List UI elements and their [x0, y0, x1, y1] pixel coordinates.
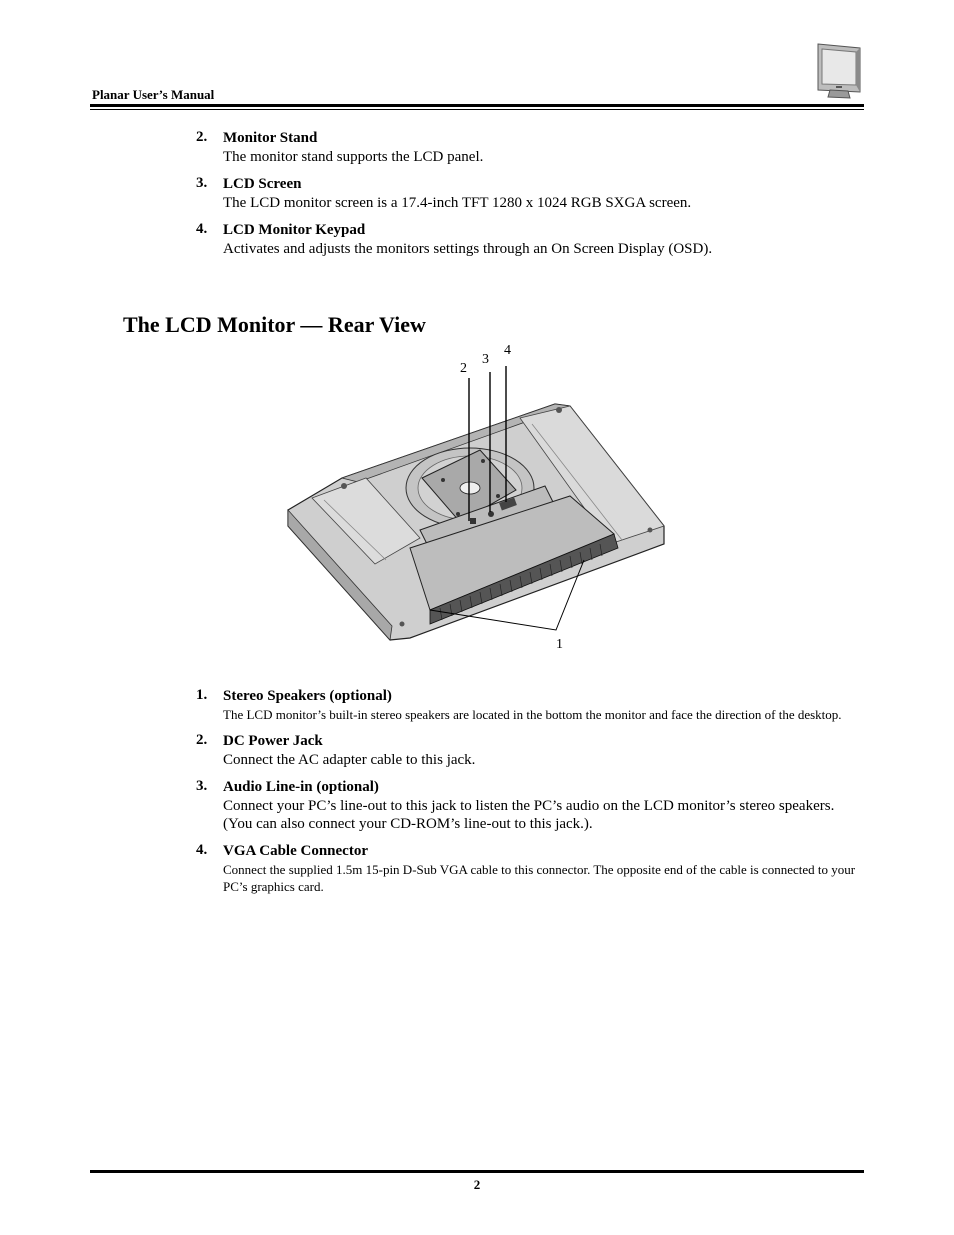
list-item — [196, 221, 856, 258]
header-rule-thin — [90, 109, 864, 110]
item-title: Monitor Stand — [223, 130, 318, 146]
item-number: 3. — [196, 175, 208, 191]
rear-view-list — [196, 687, 856, 895]
item-description: The LCD monitor screen is a 17.4-inch TFT 1280 x 1024 RGB SXGA screen. — [223, 195, 692, 211]
item-description: Connect the AC adapter cable to this jack. — [223, 752, 476, 768]
callout-label-2: 2 — [460, 361, 467, 376]
list-item — [196, 687, 856, 723]
document-header-title: Planar User’s Manual — [92, 87, 215, 102]
item-title: LCD Monitor Keypad — [223, 222, 366, 238]
item-description: Connect the supplied 1.5m 15-pin D-Sub VGA cable to this connector. The opposite end of the cable is connected to your PC’s graphics card. — [223, 862, 856, 894]
list-item — [196, 129, 856, 166]
monitor-rear-view-figure — [280, 338, 680, 658]
list-item — [196, 778, 856, 833]
item-number: 3. — [196, 778, 208, 794]
list-item — [196, 842, 856, 895]
lcd-monitor-icon — [812, 40, 866, 102]
item-description: The LCD monitor’s built-in stereo speakers are located in the bottom the monitor and face the direction of the desktop. — [223, 707, 842, 722]
item-number: 4. — [196, 842, 208, 858]
item-title: VGA Cable Connector — [223, 843, 368, 859]
footer-rule — [90, 1170, 864, 1173]
front-view-list — [196, 129, 856, 258]
section-title: The LCD Monitor — Rear View — [123, 312, 426, 337]
list-item — [196, 732, 856, 769]
page-number: 2 — [473, 1177, 481, 1192]
item-title: LCD Screen — [223, 176, 302, 192]
callout-label-3: 3 — [482, 352, 489, 367]
item-number: 1. — [196, 687, 208, 703]
list-item — [196, 175, 856, 212]
item-title: Stereo Speakers (optional) — [223, 688, 392, 704]
item-number: 2. — [196, 129, 208, 145]
item-number: 4. — [196, 221, 208, 237]
header-rule — [90, 104, 864, 107]
audio-line-in-jack — [488, 511, 494, 517]
item-description: Activates and adjusts the monitors settings through an On Screen Display (OSD). — [223, 241, 713, 257]
callout-label-1: 1 — [556, 637, 563, 652]
item-title: Audio Line-in (optional) — [223, 779, 379, 795]
dc-power-jack — [470, 518, 476, 524]
item-description: The monitor stand supports the LCD panel. — [223, 149, 484, 165]
item-description: Connect your PC’s line-out to this jack to listen the PC’s audio on the LCD monitor’s stereo speakers. (You can also connect your CD-ROM’s line-out to this jack.). — [223, 798, 835, 832]
item-number: 2. — [196, 732, 208, 748]
item-title: DC Power Jack — [223, 733, 323, 749]
callout-label-4: 4 — [504, 343, 511, 358]
